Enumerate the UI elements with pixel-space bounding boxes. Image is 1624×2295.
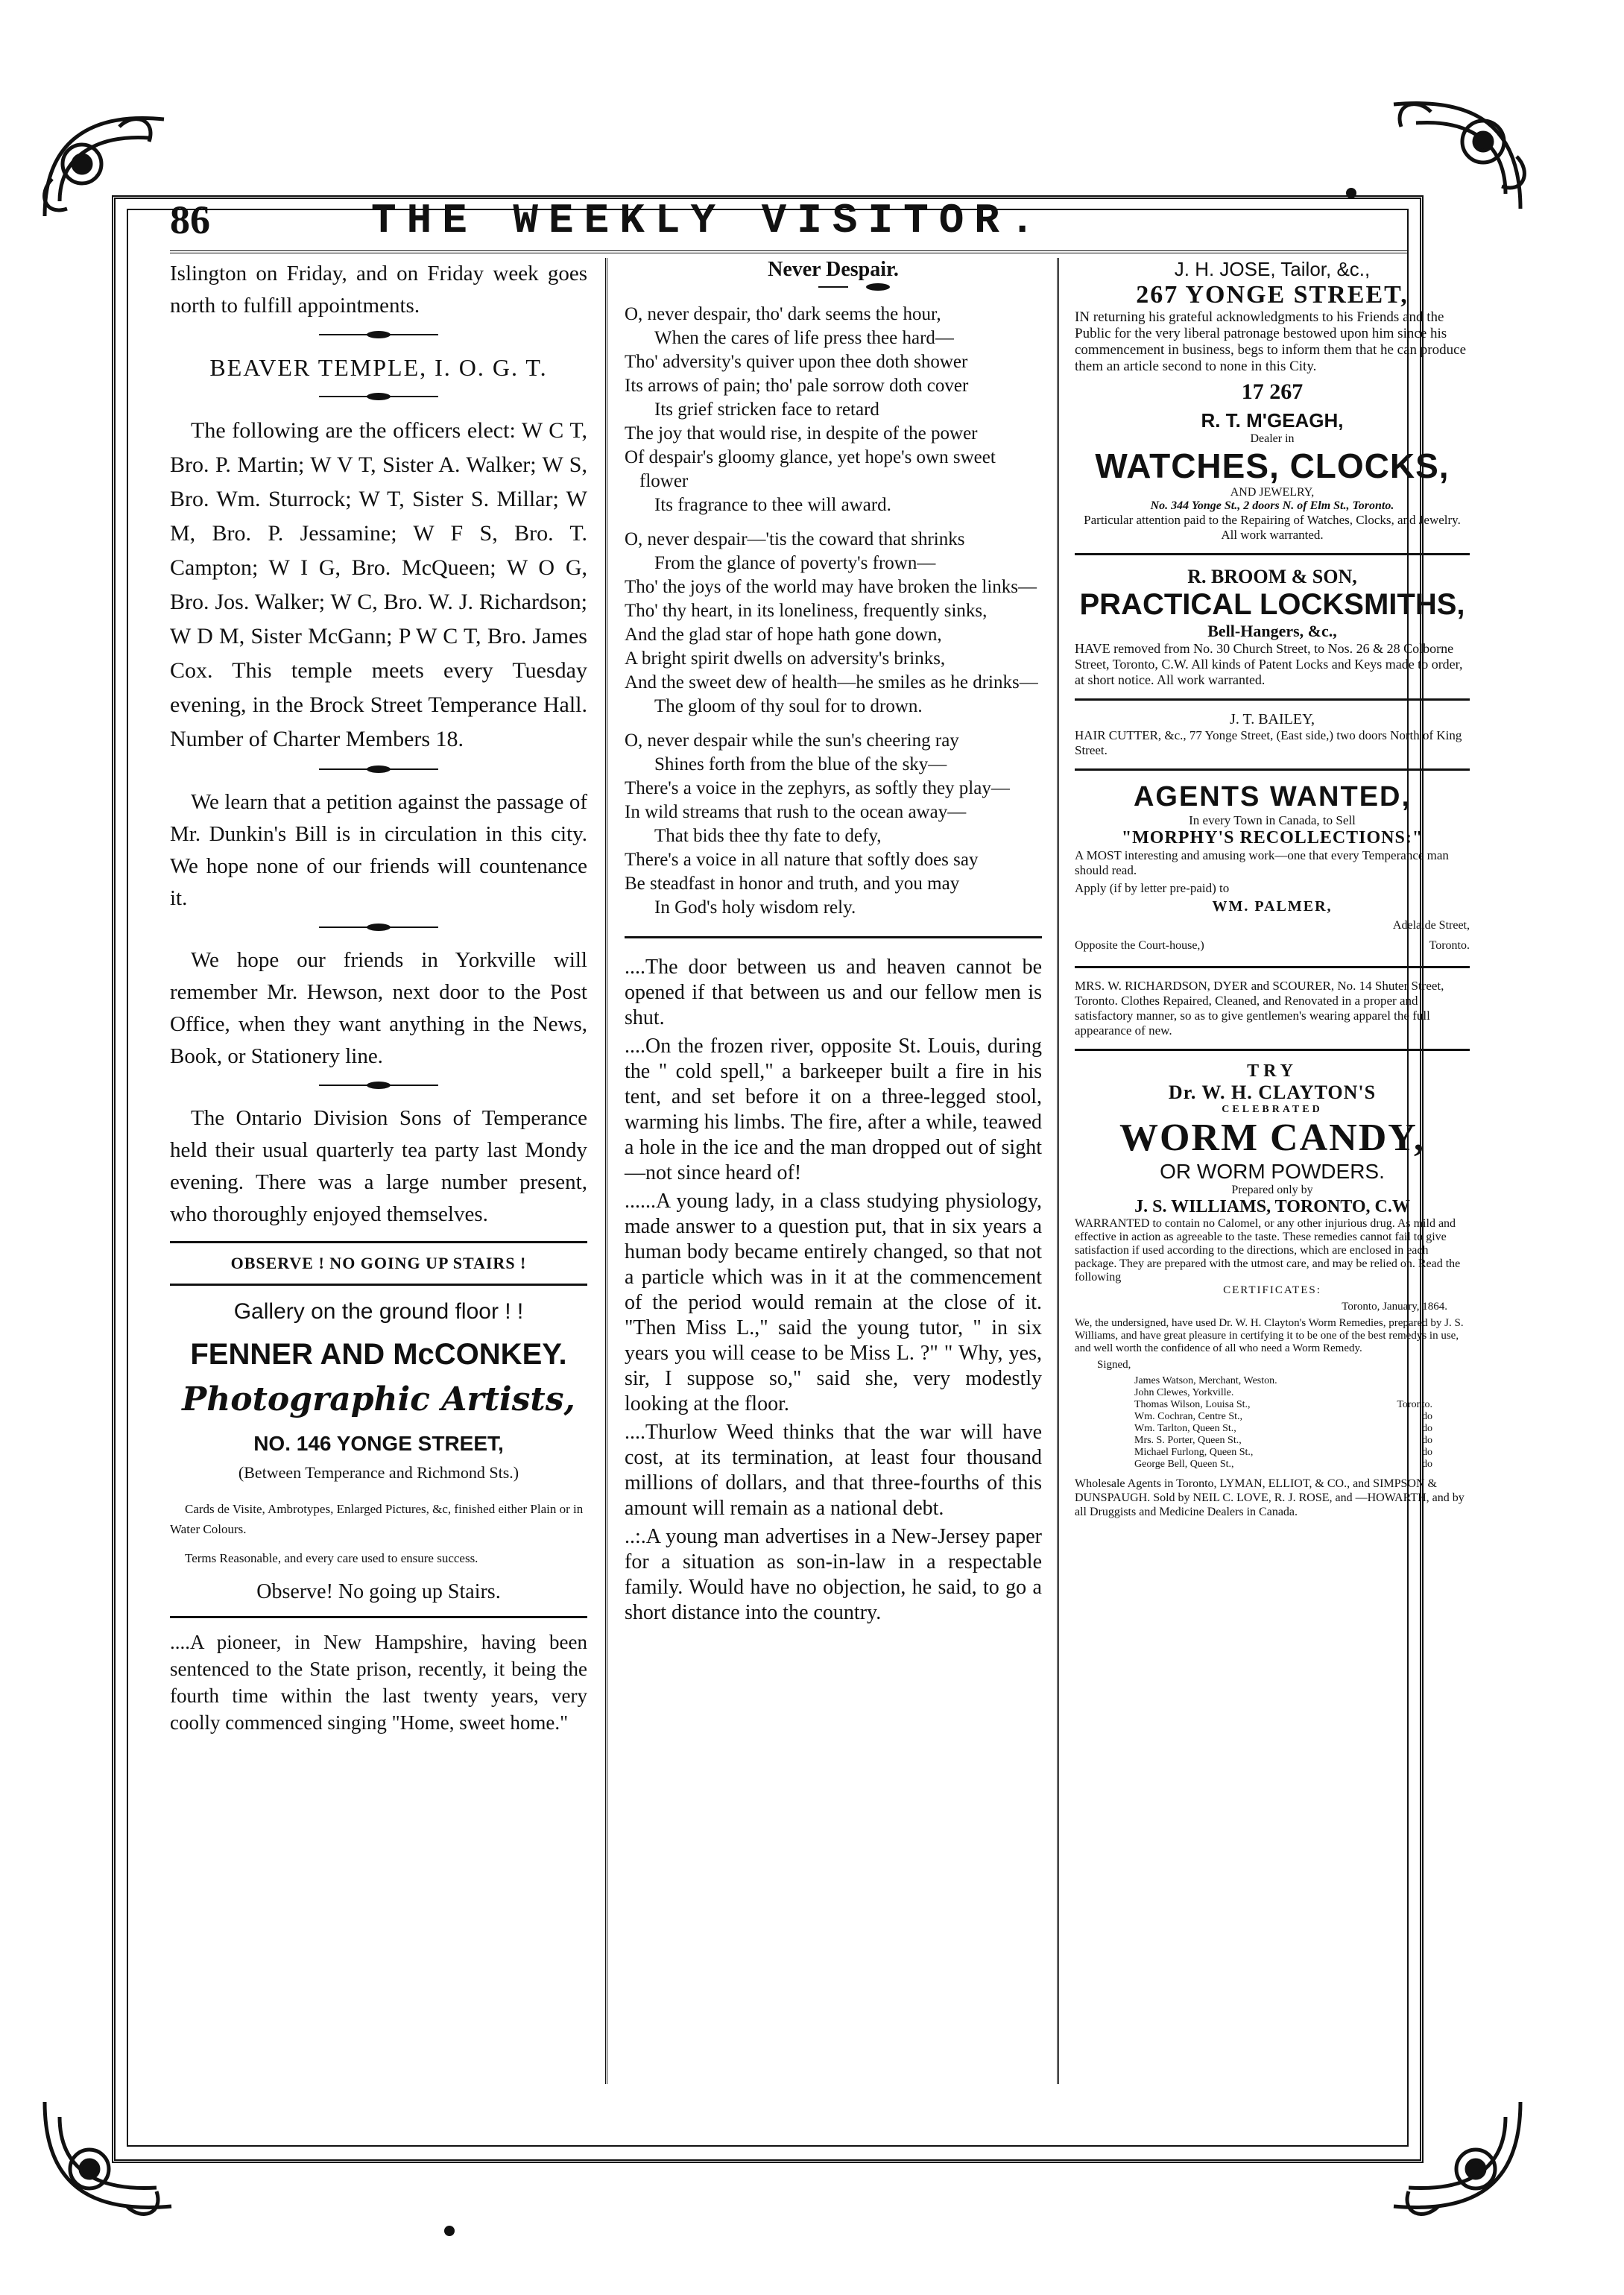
signer-row <box>1134 1375 1432 1387</box>
signer-place: do <box>1422 1423 1432 1434</box>
poem-line: There's a voice in all nature that softly does say <box>625 850 979 870</box>
ad-between-streets: (Between Temperance and Richmond Sts.) <box>238 1463 519 1482</box>
door-article: ....The door between us and heaven cannot be opened if that between us and our fellow men is shut. <box>625 956 1042 1029</box>
signer-row <box>1134 1387 1432 1399</box>
ad-signed: Signed, <box>1097 1359 1131 1371</box>
ad-broom-bell: Bell-Hangers, &c., <box>1207 622 1337 640</box>
ad-observe: Observe! No going up Stairs. <box>256 1580 501 1603</box>
rule <box>170 1616 587 1618</box>
signer-name: James Watson, Merchant, Weston. <box>1134 1375 1277 1386</box>
masthead-title: THE WEEKLY VISITOR. <box>371 197 1046 244</box>
ad-observe-heading: OBSERVE ! NO GOING UP STAIRS ! <box>230 1254 527 1272</box>
column-1 <box>170 258 587 1736</box>
ad-agents-toronto: Toronto. <box>1429 939 1470 952</box>
corner-ornament-bottom-right <box>1371 2072 1535 2236</box>
poem-line: Its fragrance to thee will award. <box>654 495 891 515</box>
signer-name: George Bell, Queen St., <box>1134 1459 1234 1470</box>
ad-wholesale: Wholesale Agents in Toronto, LYMAN, ELLIOT, & CO., and SIMPSON & DUNSPAUGH. Sold by NEIL C. LOVE, R. J. ROSE, and —HOWARTH, and by all Druggists and Medicine Dealers in Canada. <box>1075 1477 1465 1518</box>
poem-line: When the cares of life press thee hard— <box>654 328 954 348</box>
rule <box>170 1241 587 1243</box>
poem-line: Tho' the joys of the world may have broken the links— <box>625 577 1037 597</box>
corner-ornament-top-left <box>30 97 194 261</box>
signer-name: Michael Furlong, Queen St., <box>1134 1447 1254 1458</box>
ad-cards: Cards de Visite, Ambrotypes, Enlarged Pictures, &c, finished either Plain or in Water Colours. <box>170 1502 584 1536</box>
signer-name: Wm. Cochran, Centre St., <box>1134 1411 1243 1422</box>
ad-jose-number: 17 267 <box>1241 379 1304 404</box>
signer-place: do <box>1422 1411 1432 1422</box>
ad-agents-location <box>1075 935 1470 956</box>
ad-jose-address: 267 YONGE STREET, <box>1136 281 1409 309</box>
poem-title: Never Despair. <box>768 258 899 281</box>
signer-name: John Clewes, Yorkville. <box>1134 1387 1234 1398</box>
ad-broom-text: HAVE removed from No. 30 Church Street, to Nos. 26 & 28 Colborne Street, Toronto, C.W. All kinds of Patent Locks and Keys made to order, at short notice. All work warranted. <box>1075 641 1463 687</box>
poem-line: A bright spirit dwells on adversity's brinks, <box>625 648 946 669</box>
ad-broom-name: R. BROOM & SON, <box>1187 566 1357 587</box>
ad-agents-title: AGENTS WANTED, <box>1133 781 1412 812</box>
ad-mgeagh-text: Particular attention paid to the Repairing of Watches, Clocks, and Jewelry. All work warranted. <box>1084 513 1461 542</box>
poem-line: And the glad star of hope hath gone down, <box>625 625 942 645</box>
frozen-river-article: ....On the frozen river, opposite St. Louis, during the " cold spell," a barkeeper built a fire in his tent, and set before it on a three-legged stool, warming his limbs. The fire, after a while, teawed a hole in the ice and the man dropped out of sight—not since heard of! <box>625 1035 1042 1184</box>
poem-line: In wild streams that rush to the ocean away— <box>625 802 967 822</box>
yorkville-article: We hope our friends in Yorkville will remember Mr. Hewson, next door to the Post Office, when they want anything in the News, Book, or Stationery line. <box>170 948 587 1068</box>
poem-line: From the glance of poverty's frown— <box>654 553 936 573</box>
ad-bailey-name: J. T. BAILEY, <box>1230 711 1315 727</box>
rule <box>625 936 1042 938</box>
ad-richardson: MRS. W. RICHARDSON, DYER and SCOURER, No. 14 Shuter Street, Toronto. Clothes Repaired, Cleaned, and Renovated in a proper and satisfactory manner, so as to give gentlemen's wearing apparel the full appearance of new. <box>1075 979 1444 1038</box>
signer-place: do <box>1422 1435 1432 1446</box>
ad-certificates: CERTIFICATES: <box>1223 1284 1321 1296</box>
poem-line: Be steadfast in honor and truth, and you may <box>625 874 960 894</box>
signer-row <box>1134 1447 1432 1459</box>
rule <box>1075 553 1470 555</box>
page-header <box>170 191 1407 243</box>
ad-mgeagh-name: R. T. M'GEAGH, <box>1201 409 1344 432</box>
ad-bailey-text: HAIR CUTTER, &c., 77 Yonge Street, (East side,) two doors North of King Street. <box>1075 728 1462 757</box>
ink-dot <box>444 2226 455 2236</box>
ad-terms: Terms Reasonable, and every care used to ensure success. <box>185 1551 478 1565</box>
poem-line: O, never despair while the sun's cheering ray <box>625 730 959 751</box>
separator <box>319 768 438 774</box>
petition-article: We learn that a petition against the passage of Mr. Dunkin's Bill is in circulation in this city. We hope none of our friends will countenance it. <box>170 790 587 910</box>
separator <box>319 396 438 402</box>
poem-line: Shines forth from the blue of the sky— <box>654 754 947 774</box>
ad-agents-apply: Apply (if by letter pre-paid) to <box>1075 881 1230 895</box>
ad-fenner-mcconkey: FENNER AND McCONKEY. <box>190 1338 567 1371</box>
poem-line: Its arrows of pain; tho' pale sorrow doth cover <box>625 376 969 396</box>
rule <box>1075 1049 1470 1051</box>
poem-line: O, never despair, tho' dark seems the hour, <box>625 304 941 324</box>
poem-line: That bids thee thy fate to defy, <box>654 826 882 846</box>
column-3 <box>1075 258 1470 1519</box>
signer-row <box>1134 1459 1432 1471</box>
poem-never-despair <box>625 303 1042 920</box>
poem-line: And the sweet dew of health—he smiles as he drinks— <box>625 672 1038 692</box>
poem-line: Tho' thy heart, in its loneliness, frequently sinks, <box>625 601 988 621</box>
ad-broom-trade: PRACTICAL LOCKSMITHS, <box>1079 588 1465 621</box>
column-divider-2 <box>1057 258 1059 2084</box>
poem-line: Of despair's gloomy glance, yet hope's own sweet flower <box>625 447 996 491</box>
separator <box>319 334 438 340</box>
signer-name: Mrs. S. Porter, Queen St., <box>1134 1435 1242 1446</box>
column-divider-1 <box>605 258 607 2084</box>
signer-name: Thomas Wilson, Louisa St., <box>1134 1399 1251 1410</box>
ad-worm-powders: OR WORM POWDERS. <box>1160 1160 1385 1183</box>
poem-line: Its grief stricken face to retard <box>654 400 879 420</box>
page-number: 86 <box>170 198 210 242</box>
poem-line: The gloom of thy soul for to drown. <box>654 696 923 716</box>
ink-dot <box>1346 188 1356 198</box>
signer-place: Toronto. <box>1397 1399 1432 1410</box>
rule <box>1075 768 1470 771</box>
ad-cert-date: Toronto, January, 1864. <box>1342 1301 1447 1313</box>
separator <box>319 1085 438 1090</box>
corner-ornament-bottom-left <box>30 2072 194 2236</box>
ad-mgeagh-watches: WATCHES, CLOCKS, <box>1095 446 1450 485</box>
signer-place: do <box>1422 1459 1432 1470</box>
signer-place: do <box>1422 1447 1432 1458</box>
signer-row <box>1134 1435 1432 1447</box>
young-man-article: ..:.A young man advertises in a New-Jersey paper for a situation as son-in-law in a respectable family. Would have no objection, he said, to go a short distance into the country. <box>625 1525 1042 1624</box>
ad-agents-book: "MORPHY'S RECOLLECTIONS:" <box>1121 828 1424 847</box>
ontario-division-article: The Ontario Division Sons of Temperance held their usual quarterly tea party last Mondy evening. There was a large number present, who thoroughly enjoyed themselves. <box>170 1106 587 1226</box>
ad-jose-text: IN returning his grateful acknowledgments to his Friends and the Public for the very liberal patronage bestowed upon him since his commencement in business, begs to inform them that he can produce them an article second to none in this City. <box>1075 309 1466 374</box>
ad-warranted: WARRANTED to contain no Calomel, or any other injurious drug. As mild and effective in action as agreeable to the taste. These remedies cannot fail to give satisfaction if used according to the directions, which are enclosed in each package. They are prepared with the utmost care, and may be relied on. Read the following <box>1075 1217 1461 1284</box>
ad-agents-adelaide: Adelaide Street, <box>1392 919 1470 932</box>
beaver-temple-text: The following are the officers elect: W C T, Bro. P. Martin; W V T, Sister A. Walker; W S, Bro. Wm. Sturrock; W T, Sister S. Millar; W M, Bro. P. Jessamine; W F S, Bro. T. Campton; W I G, Bro. McQueen; W O G, Bro. Jos. Walker; W C, Bro. W. J. Richardson; W D M, Sister McGann; P W C T, Bro. James Cox. This temple meets every Tuesday evening, in the Brock Street Temperance Hall. Number of Charter Members 18. <box>170 418 587 751</box>
rule <box>1075 698 1470 701</box>
signer-name: Wm. Tarlton, Queen St., <box>1134 1423 1236 1434</box>
ad-clayton: Dr. W. H. CLAYTON'S <box>1168 1082 1377 1103</box>
column-2 <box>625 258 1042 1626</box>
ad-williams: J. S. WILLIAMS, TORONTO, C.W <box>1134 1197 1410 1216</box>
separator <box>319 926 438 932</box>
poem-line: Tho' adversity's quiver upon thee doth shower <box>625 352 968 372</box>
ad-prepared: Prepared only by <box>1231 1184 1313 1196</box>
ad-mgeagh-dealer: Dealer in <box>1250 432 1295 445</box>
ad-mgeagh-address: No. 344 Yonge St., 2 doors N. of Elm St., Toronto. <box>1150 499 1394 512</box>
signer-list <box>1075 1375 1470 1471</box>
ad-agents-text: A MOST interesting and amusing work—one that every Temperance man should read. <box>1075 848 1449 877</box>
young-lady-article: ......A young lady, in a class studying physiology, made answer to a question put, that in six years a human body became entirely changed, so that not a particle which was in it at the commencement of the period would remain at the close of it. "Then Miss L.," said the young tutor, " in six years you will cease to be Miss L. ?" " Why, yes, sir, I suppose so," said she, very modestly looking at the floor. <box>625 1190 1042 1415</box>
ad-worm-candy: WORM CANDY, <box>1119 1117 1426 1159</box>
poem-line: The joy that would rise, in despite of the power <box>625 423 978 443</box>
article-intro: Islington on Friday, and on Friday week goes north to fulfill appointments. <box>170 262 587 318</box>
poem-line: O, never despair—'tis the coward that shrinks <box>625 529 965 549</box>
thurlow-weed-article: ....Thurlow Weed thinks that the war will have cost, at its termination, at least four thousand millions of dollars, and that three-fourths of this amount will remain as a national debt. <box>625 1421 1042 1520</box>
ad-gallery: Gallery on the ground floor ! ! <box>233 1299 524 1324</box>
header-rule <box>170 250 1407 253</box>
ad-agents-opposite: Opposite the Court-house,) <box>1075 939 1204 952</box>
ad-cert-text: We, the undersigned, have used Dr. W. H. Clayton's Worm Remedies, prepared by J. S. Williams, and have great pleasure in certifying it to be one of the best remedys in use, and well worth the confidence of all who need a Worm Remedy. <box>1075 1317 1464 1354</box>
rule <box>1075 966 1470 968</box>
poem-line: There's a voice in the zephyrs, as softly they play— <box>625 778 1010 798</box>
signer-row <box>1134 1411 1432 1423</box>
ad-try: TRY <box>1247 1061 1298 1081</box>
ad-mgeagh-jewelry: AND JEWELRY, <box>1230 486 1315 499</box>
separator <box>818 286 848 292</box>
ad-address: NO. 146 YONGE STREET, <box>253 1432 504 1455</box>
rule <box>170 1284 587 1286</box>
ad-photographic-artists: Photographic Artists, <box>182 1380 575 1418</box>
pioneer-article: ....A pioneer, in New Hampshire, having been sentenced to the State prison, recently, it being the fourth time within the last twenty years, very coolly commenced singing "Home, sweet home." <box>170 1631 587 1734</box>
ad-agents-palmer: WM. PALMER, <box>1212 898 1333 915</box>
signer-row <box>1134 1423 1432 1435</box>
ad-jose-name: J. H. JOSE, Tailor, &c., <box>1174 258 1371 280</box>
ad-agents-sub: In every Town in Canada, to Sell <box>1189 813 1356 827</box>
poem-line: In God's holy wisdom rely. <box>654 897 856 918</box>
beaver-temple-heading: BEAVER TEMPLE, I. O. G. T. <box>209 354 548 381</box>
ad-celebrated: CELEBRATED <box>1222 1104 1323 1115</box>
signer-row <box>1134 1399 1432 1411</box>
